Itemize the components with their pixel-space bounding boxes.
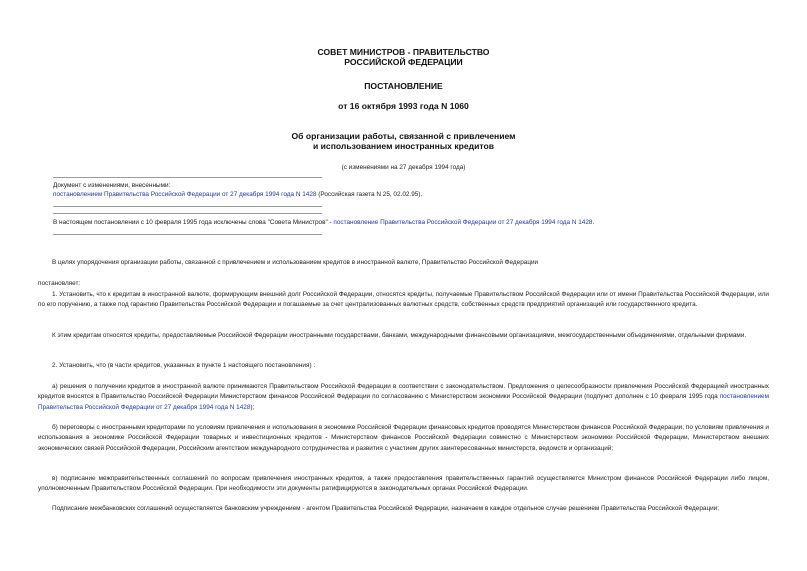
exclusion-note — [53, 218, 594, 227]
item-2a-act-link[interactable]: постановлением Правительства Российской Федерации от 27 декабря 1994 года N 1428 — [38, 393, 769, 411]
amendment-line — [53, 190, 422, 199]
item-2a-text: а) решения о получении кредитов в иностранной валюте принимаются Правительством Российской Федерации в соответствии с законодательством. Предложения о целесообразности привлечения Российской Федерацией иностранных кредитов вносятся в Правительство Российской Федерации Министерством финансов Российской Федерации по согласованию с Министерством экономики Российской Федерации (подпункт дополнен с 10 февраля 1995 года — [38, 383, 769, 401]
exclusion-act-link[interactable]: постановление Правительства Российской Федерации от 27 декабря 1994 года N 1428 — [333, 219, 593, 226]
item-1-paragraph: 1. Установить, что к кредитам в иностранной валюте, формирующим внешний долг Российской Федерации, относятся кредиты, получаемые Правительством Российской Федерации или от имени Правительства Российской Федерации, или по его поручению, а также под гарантию Правительства Российской Федерации и погашаемые за счет централизованных валютных средств, собственных средств предприятий организаций или государственного кредита. — [38, 291, 769, 309]
amendment-source: (Российская газета N 25, 02.02.95). — [316, 191, 423, 199]
item-2c-continuation: Подписание межбанковских соглашений осуществляется банковским учреждением - агентом Правительства Российской Федерации, назначаем в каждое отдельное случае решением Правительства Российской Федерации; — [52, 505, 720, 512]
title-line-2: и использованием иностранных кредитов — [312, 141, 495, 151]
item-2a-paragraph — [38, 382, 769, 413]
title-line-1: Об организации работы, связанной с привлечением — [291, 131, 516, 141]
item-2a-end: ); — [250, 403, 255, 411]
divider — [53, 234, 322, 235]
document-title — [0, 131, 807, 151]
amendment-note — [53, 181, 422, 200]
exclusion-end: . — [592, 219, 595, 226]
item-2c-paragraph: в) подписание межправительственных соглашений по вопросам привлечения иностранных кредитов, а также предоставления правительственных гарантий осуществляется Министром финансов Российской Федерации либо лицом, уполномоченным Правительством Российской Федерации. При необходимости эти документы ратифицируются в законодательных органах Российской Федерации. — [38, 475, 769, 493]
edition-note: (с изменениями на 27 декабря 1994 года) — [341, 164, 466, 171]
item-2b-paragraph: б) переговоры с иностранными кредиторами по условиям привлечения и использования в экономике Российской Федерации финансовых кредитов проводятся Министерством финансов Российской Федерации, по условиям привлечения и использования в экономике Российской Федерации товарных и инвестиционных кредитов - Министерством финансов Российской Федерации совместно с Министерством экономики Российской Федерации, Министерством внешних экономических связей Российской Федерации, Российским агентством международного сотрудничества и развития с участием других заинтересованных министерств, ведомств и организаций; — [38, 424, 769, 452]
issuing-authority — [0, 47, 807, 67]
divider — [53, 177, 322, 178]
amending-act-link[interactable]: постановлением Правительства Российской Федерации от 27 декабря 1994 года N 1428 — [53, 191, 317, 199]
item-1-continuation: К этим кредитам относятся кредиты, предоставляемые Российской Федерации иностранными государствами, банками, международными финансовыми организациями, межгосударственными объединениями, отдельными фирмами. — [52, 332, 747, 339]
amendment-intro: Документ с изменениями, внесенными: — [53, 182, 171, 189]
divider — [53, 213, 322, 214]
document-type: ПОСТАНОВЛЕНИЕ — [364, 81, 443, 91]
divider — [53, 206, 322, 207]
preamble-paragraph: В целях упорядочения организации работы, связанной с привлечением и использованием кредитов в иностранной валюте, Правительство Российской Федерации — [52, 259, 539, 266]
authority-line-2: РОССИЙСКОЙ ФЕДЕРАЦИИ — [344, 57, 463, 67]
exclusion-text: В настоящем постановлении с 10 февраля 1995 года исключены слова "Совета Министров" - — [53, 219, 334, 226]
document-date-number: от 16 октября 1993 года N 1060 — [338, 101, 469, 111]
item-2-paragraph: 2. Установить, что (в части кредитов, указанных в пункте 1 настоящего постановления) : — [52, 362, 316, 369]
resolves-line: постановляет: — [38, 280, 81, 287]
authority-line-1: СОВЕТ МИНИСТРОВ - ПРАВИТЕЛЬСТВО — [317, 47, 490, 57]
